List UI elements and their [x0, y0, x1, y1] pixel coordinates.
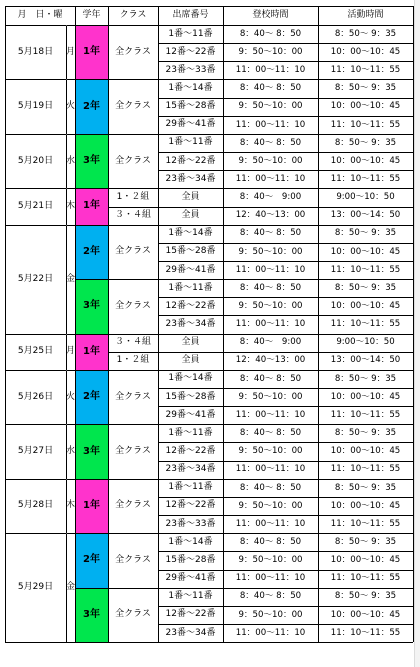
number-cell: 12番〜22番	[165, 155, 216, 166]
activity-time: 11：10〜11：55	[330, 319, 401, 330]
arrival-time: 11：00〜11：10	[235, 119, 306, 130]
number-cell: 29番〜41番	[165, 573, 216, 584]
activity-time: 10：00〜10：45	[330, 391, 401, 402]
table-border	[158, 442, 413, 443]
day-weekday: 金	[66, 273, 76, 284]
table-border	[158, 297, 413, 298]
arrival-time: 11：00〜11：10	[235, 627, 306, 638]
number-cell: 1番〜11番	[168, 591, 213, 602]
activity-time: 10：00〜10：45	[330, 609, 401, 620]
header-number: 出席番号	[172, 10, 209, 20]
activity-time: 10：00〜10：45	[330, 46, 401, 57]
table-border	[158, 170, 413, 171]
table-border	[66, 424, 67, 478]
arrival-time: 11：00〜11：10	[235, 464, 306, 475]
header-arrival: 登校時間	[252, 10, 289, 20]
activity-time: 10：00〜10：45	[330, 500, 401, 511]
number-cell: 29番〜41番	[165, 409, 216, 420]
table-border	[158, 497, 413, 498]
day-date: 5月28日	[17, 500, 54, 511]
activity-time: 9:00〜10：50	[336, 192, 395, 203]
arrival-time: 9：50〜10：00	[238, 446, 303, 457]
arrival-time: 9：50〜10：00	[238, 555, 303, 566]
grade-label: 1年	[83, 499, 100, 511]
number-cell: 1番〜11番	[168, 282, 213, 293]
day-weekday: 火	[66, 391, 76, 402]
class-label: 全クラス	[115, 446, 151, 457]
arrival-time: 8：40〜 8：50	[239, 482, 302, 493]
table-border	[158, 406, 413, 407]
number-cell: 全員	[181, 191, 200, 202]
table-border	[66, 25, 67, 79]
grade-label: 1年	[83, 46, 100, 58]
activity-time: 8：50〜 9：35	[334, 282, 397, 293]
class-label: 全クラス	[115, 300, 151, 311]
activity-time: 10：00〜10：45	[330, 246, 401, 257]
number-cell: 1番〜14番	[168, 373, 213, 384]
class-label: 全クラス	[115, 46, 151, 57]
number-cell: 23番〜34番	[165, 173, 216, 184]
day-weekday: 水	[66, 155, 76, 166]
number-cell: 15番〜28番	[165, 246, 216, 257]
table-border	[158, 570, 413, 571]
class-label: 全クラス	[115, 500, 151, 511]
arrival-time: 8：40〜 9:00	[239, 192, 302, 203]
day-weekday: 月	[66, 346, 76, 357]
arrival-time: 8：40〜 8：50	[239, 28, 302, 39]
header-activity: 活動時間	[347, 10, 384, 20]
scrollbar-track[interactable]	[414, 0, 420, 667]
table-border	[75, 588, 413, 589]
table-border	[158, 43, 413, 44]
arrival-time: 11：00〜11：10	[235, 264, 306, 275]
number-cell: 15番〜28番	[165, 391, 216, 402]
activity-time: 10：00〜10：45	[330, 446, 401, 457]
table-border	[223, 6, 224, 642]
table-border	[66, 479, 67, 533]
arrival-time: 12：40〜13：00	[235, 210, 306, 221]
activity-time: 11：10〜11：55	[330, 119, 401, 130]
day-date: 5月22日	[17, 273, 54, 284]
arrival-time: 11：00〜11：10	[235, 573, 306, 584]
activity-time: 11：10〜11：55	[330, 573, 401, 584]
arrival-time: 11：00〜11：10	[235, 65, 306, 76]
arrival-time: 9：50〜10：00	[238, 155, 303, 166]
arrival-time: 8：40〜 9:00	[239, 337, 302, 348]
number-cell: 1番〜11番	[168, 427, 213, 438]
class-label: 全クラス	[115, 391, 151, 402]
header-grade: 学年	[82, 10, 101, 20]
activity-time: 9:00〜10：50	[336, 337, 395, 348]
arrival-time: 8：40〜 8：50	[239, 373, 302, 384]
grade-label: 3年	[83, 608, 100, 620]
number-cell: 29番〜41番	[165, 119, 216, 130]
table-border	[75, 279, 413, 280]
arrival-time: 9：50〜10：00	[238, 500, 303, 511]
day-date: 5月26日	[17, 391, 54, 402]
activity-time: 8：50〜 9：35	[334, 591, 397, 602]
table-border	[5, 6, 413, 7]
day-date: 5月29日	[17, 582, 54, 593]
table-border	[108, 352, 413, 353]
grade-label: 3年	[83, 445, 100, 457]
arrival-time: 8：40〜 8：50	[239, 536, 302, 547]
number-cell: 12番〜22番	[165, 46, 216, 57]
arrival-time: 11：00〜11：10	[235, 518, 306, 529]
day-date: 5月18日	[17, 46, 54, 57]
header-date-weekday: 月 日・曜	[17, 10, 63, 20]
activity-time: 11：10〜11：55	[330, 464, 401, 475]
number-cell: 1番〜11番	[168, 137, 213, 148]
day-date: 5月25日	[17, 346, 54, 357]
number-cell: 12番〜22番	[165, 300, 216, 311]
grade-label: 1年	[83, 200, 100, 212]
arrival-time: 9：50〜10：00	[238, 301, 303, 312]
class-group: 1・２組	[116, 191, 150, 202]
table-border	[66, 370, 67, 424]
table-border	[66, 79, 67, 133]
class-group: ３・４組	[114, 210, 151, 221]
arrival-time: 11：00〜11：10	[235, 173, 306, 184]
number-cell: 23番〜34番	[165, 464, 216, 475]
arrival-time: 11：00〜11：10	[235, 409, 306, 420]
activity-time: 11：10〜11：55	[330, 627, 401, 638]
grade-label: 1年	[83, 345, 100, 357]
table-border	[158, 624, 413, 625]
number-cell: 1番〜14番	[168, 83, 213, 93]
activity-time: 11：10〜11：55	[330, 409, 401, 420]
activity-time: 8：50〜 9：35	[334, 373, 397, 384]
day-weekday: 火	[66, 101, 76, 112]
number-cell: 1番〜11番	[168, 482, 213, 493]
number-cell: 12番〜22番	[165, 609, 216, 620]
arrival-time: 8：40〜 8：50	[239, 428, 302, 439]
day-date: 5月20日	[17, 155, 54, 166]
table-border	[66, 533, 67, 642]
number-cell: 全員	[181, 210, 200, 221]
day-date: 5月21日	[17, 200, 54, 211]
class-label: 全クラス	[115, 155, 151, 166]
table-border	[108, 6, 109, 642]
activity-time: 8：50〜 9：35	[334, 482, 397, 493]
arrival-time: 8：40〜 8：50	[239, 591, 302, 602]
activity-time: 10：00〜10：45	[330, 555, 401, 566]
table-border	[5, 642, 413, 643]
table-border	[158, 261, 413, 262]
grade-label: 2年	[83, 245, 100, 257]
arrival-time: 9：50〜10：00	[238, 609, 303, 620]
table-border	[158, 315, 413, 316]
table-border	[108, 207, 413, 208]
class-group: 1・２組	[116, 355, 150, 366]
activity-time: 8：50〜 9：35	[334, 536, 397, 547]
table-border	[66, 134, 67, 188]
arrival-time: 12：40〜13：00	[235, 355, 306, 366]
table-border	[158, 6, 159, 642]
header-class: クラス	[119, 10, 147, 20]
arrival-time: 8：40〜 8：50	[239, 137, 302, 148]
day-weekday: 水	[66, 446, 76, 457]
number-cell: 23番〜33番	[165, 64, 216, 75]
table-border	[158, 116, 413, 117]
table-border	[75, 6, 76, 642]
number-cell: 1番〜14番	[168, 228, 213, 239]
grade-label: 2年	[83, 391, 100, 403]
arrival-time: 8：40〜 8：50	[239, 83, 302, 94]
number-cell: 全員	[181, 355, 200, 366]
number-cell: 23番〜33番	[165, 518, 216, 529]
schedule-table	[5, 6, 413, 661]
day-date: 5月27日	[17, 446, 54, 457]
table-border	[158, 515, 413, 516]
number-cell: 23番〜34番	[165, 627, 216, 638]
activity-time: 11：10〜11：55	[330, 173, 401, 184]
arrival-time: 9：50〜10：00	[238, 246, 303, 257]
table-border	[158, 98, 413, 99]
day-date: 5月19日	[17, 101, 54, 112]
number-cell: 29番〜41番	[165, 264, 216, 275]
table-border	[158, 388, 413, 389]
arrival-time: 8：40〜 8：50	[239, 282, 302, 293]
activity-time: 8：50〜 9：35	[334, 28, 397, 39]
class-label: 全クラス	[115, 554, 151, 565]
class-group: ３・４組	[114, 337, 151, 348]
grade-label: 3年	[83, 155, 100, 167]
table-border	[318, 6, 319, 642]
activity-time: 10：00〜10：45	[330, 155, 401, 166]
class-label: 全クラス	[115, 101, 151, 112]
table-border	[158, 461, 413, 462]
activity-time: 8：50〜 9：35	[334, 428, 397, 439]
arrival-time: 8：40〜 8：50	[239, 228, 302, 239]
number-cell: 23番〜34番	[165, 318, 216, 329]
activity-time: 11：10〜11：55	[330, 518, 401, 529]
activity-time: 13：00〜14：50	[330, 355, 401, 366]
activity-time: 13：00〜14：50	[330, 210, 401, 221]
arrival-time: 9：50〜10：00	[238, 46, 303, 57]
number-cell: 15番〜28番	[165, 101, 216, 112]
number-cell: 12番〜22番	[165, 446, 216, 456]
table-border	[158, 61, 413, 62]
number-cell: 全員	[181, 337, 200, 348]
table-border	[66, 334, 67, 370]
table-border	[5, 6, 6, 642]
day-weekday: 木	[66, 200, 76, 211]
number-cell: 15番〜28番	[165, 554, 216, 565]
grade-label: 2年	[83, 554, 100, 566]
number-cell: 1番〜11番	[168, 28, 213, 39]
class-label: 全クラス	[115, 246, 151, 257]
arrival-time: 9：50〜10：00	[238, 101, 303, 112]
grade-label: 3年	[83, 300, 100, 312]
activity-time: 11：10〜11：55	[330, 264, 401, 275]
arrival-time: 9：50〜10：00	[238, 391, 303, 402]
grade-label: 2年	[83, 100, 100, 112]
activity-time: 8：50〜 9：35	[334, 83, 397, 94]
arrival-time: 11：00〜11：10	[235, 319, 306, 330]
activity-time: 10：00〜10：45	[330, 101, 401, 112]
activity-time: 10：00〜10：45	[330, 301, 401, 312]
activity-time: 8：50〜 9：35	[334, 228, 397, 239]
activity-time: 11：10〜11：55	[330, 65, 401, 76]
class-label: 全クラス	[115, 609, 151, 620]
activity-time: 8：50〜 9：35	[334, 137, 397, 148]
table-border	[158, 551, 413, 552]
table-border	[158, 606, 413, 607]
table-border	[66, 188, 67, 224]
day-weekday: 月	[66, 46, 76, 57]
number-cell: 12番〜22番	[165, 500, 216, 511]
table-border	[66, 225, 67, 334]
day-weekday: 金	[66, 582, 76, 593]
day-weekday: 木	[66, 500, 76, 511]
number-cell: 1番〜14番	[168, 536, 213, 547]
table-border	[158, 243, 413, 244]
table-border	[158, 152, 413, 153]
